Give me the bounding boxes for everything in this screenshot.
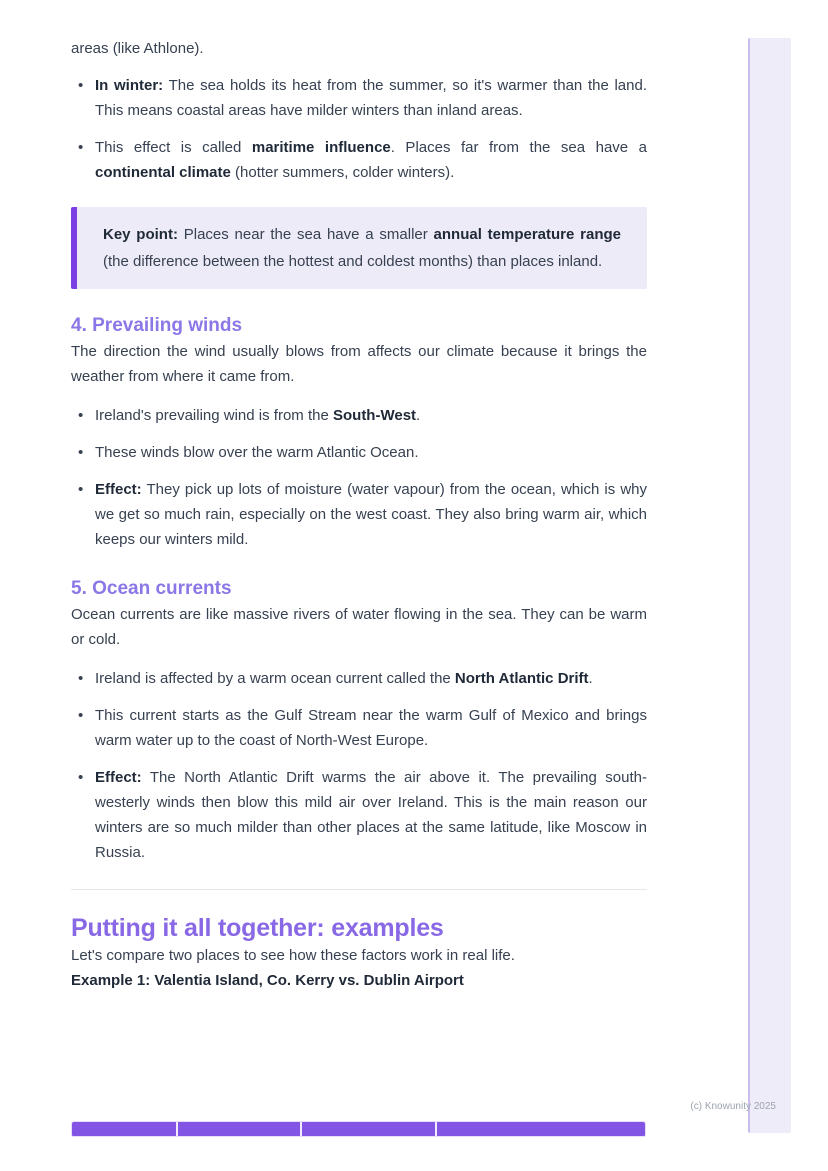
- bold-run: South-West: [332, 407, 417, 424]
- section-divider: [71, 889, 647, 890]
- continuation-paragraph: areas (like Athlone).: [71, 40, 204, 57]
- text-run: (the difference between the hottest and coldest months) than places inland.: [103, 253, 603, 270]
- text-run: . Places far from the sea have a: [390, 139, 647, 156]
- prevailing-winds-list: [71, 403, 647, 552]
- summary-heading: Putting it all together: examples: [71, 914, 444, 942]
- list-item: [71, 440, 647, 465]
- text-run: (hotter summers, colder winters).: [230, 164, 455, 181]
- text-run: Ireland's prevailing wind is from the: [95, 407, 333, 424]
- page-edge-strip: [748, 38, 791, 1133]
- key-point-callout: [71, 207, 647, 289]
- list-item: [71, 666, 647, 691]
- bold-run: Effect:: [95, 481, 142, 498]
- text-run: Places near the sea have a smaller: [177, 226, 434, 243]
- text-run: .: [588, 670, 593, 687]
- bold-run: continental climate: [95, 164, 231, 181]
- bold-run: In winter:: [95, 77, 164, 94]
- text-run: These winds blow over the warm Atlantic Ocean.: [95, 444, 419, 461]
- table-header-cell: [302, 1122, 435, 1136]
- example-1-title: Example 1: Valentia Island, Co. Kerry vs. Dublin Airport: [71, 972, 464, 989]
- bold-run: Effect:: [95, 769, 142, 786]
- bold-run: North Atlantic Drift: [454, 670, 589, 687]
- section-heading-ocean-currents: 5. Ocean currents: [71, 578, 232, 599]
- table-header-cell: [178, 1122, 300, 1136]
- bold-run: Key point:: [103, 226, 178, 243]
- document-page-content: [71, 36, 647, 993]
- list-item: [71, 765, 647, 865]
- bold-run: maritime influence: [251, 139, 391, 156]
- list-item: [71, 703, 647, 753]
- text-run: Ireland is affected by a warm ocean current called the: [95, 670, 455, 687]
- text-run: This current starts as the Gulf Stream near the warm Gulf of Mexico and brings warm water up to the coast of North-West Europe.: [95, 707, 647, 749]
- section-4-intro: The direction the wind usually blows from affects our climate because it brings the weather from where it came from.: [71, 343, 647, 385]
- bold-run: annual temperature range: [433, 226, 621, 243]
- maritime-influence-list: [71, 73, 647, 185]
- list-item: [71, 403, 647, 428]
- section-heading-prevailing-winds: 4. Prevailing winds: [71, 315, 243, 336]
- copyright-watermark: (c) Knowunity 2025: [690, 1101, 776, 1112]
- table-header-cell: [437, 1122, 645, 1136]
- text-run: .: [416, 407, 421, 424]
- section-5-intro: Ocean currents are like massive rivers of water flowing in the sea. They can be warm or cold.: [71, 606, 647, 648]
- text-run: This effect is called: [95, 139, 252, 156]
- summary-intro: Let's compare two places to see how these factors work in real life.: [71, 947, 515, 964]
- list-item: [71, 135, 647, 185]
- list-item: [71, 477, 647, 552]
- list-item: [71, 73, 647, 123]
- text-run: They pick up lots of moisture (water vapour) from the ocean, which is why we get so much rain, especially on the west coast. They also bring warm air, which keeps our winters mild.: [95, 481, 647, 548]
- text-run: The North Atlantic Drift warms the air above it. The prevailing south-westerly winds then blow this mild air over Ireland. This is the main reason our winters are so much milder than other places at the same latitude, like Moscow in Russia.: [95, 769, 647, 861]
- ocean-currents-list: [71, 666, 647, 865]
- comparison-table-header-row: [71, 1121, 646, 1137]
- table-header-cell: [72, 1122, 176, 1136]
- key-point-text: [103, 221, 621, 275]
- text-run: The sea holds its heat from the summer, so it's warmer than the land. This means coastal areas have milder winters than inland areas.: [95, 77, 647, 119]
